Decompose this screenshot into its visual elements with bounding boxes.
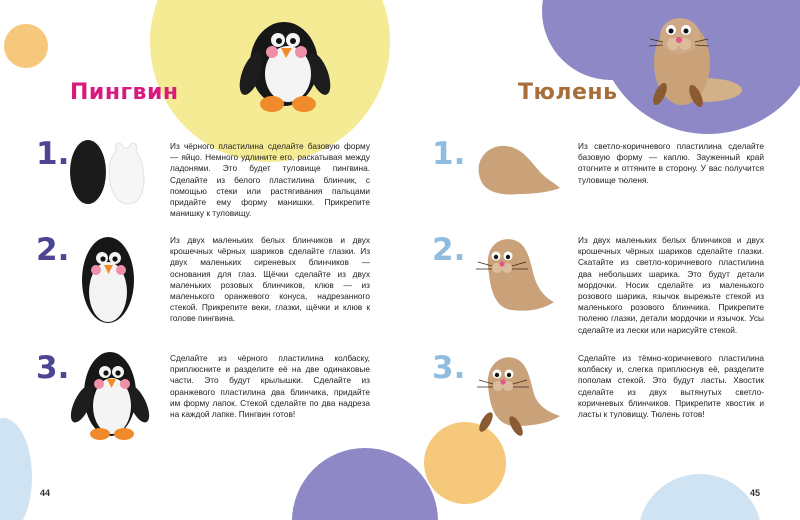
seal-step-1-text: Из светло-коричневого пластилина сделайте базовую форму — каплю. Зауженный край отогните и оттяните в сторону. У вас получится туловище тюленя. bbox=[578, 141, 764, 185]
seal-step-2-number: 2. bbox=[432, 232, 466, 268]
seal-step-2-photo bbox=[470, 232, 556, 316]
seal-step-1-number: 1. bbox=[432, 136, 466, 172]
penguin-step-1-photo bbox=[70, 138, 150, 206]
seal-step-3-text: Сделайте из тёмно-коричневого пластилина колбаску и, слегка приплюснув её, разделите пополам стекой. Это будут ласты. Хвостик сделайте из двух вытянутых светло-коричневых блинчиков. Прикрепите хвостик и ласты к туловищу. Тюлень готов! bbox=[578, 353, 764, 420]
seal-hero-illustration bbox=[642, 8, 746, 112]
penguin-step-2-text: Из двух маленьких белых блинчиков и двух крошечных чёрных шариков сделайте глазки. Из двух маленьких сиреневых блинчиков — основания для глаз. Щёчки сделайте из двух маленьких розовых блинчиков, клюв — из маленького оранжевого конуса, надрезанного стекой. Прикрепите веки, глазки, щёчки и клюв к голове пингвина. bbox=[170, 235, 370, 324]
penguin-step-3-number: 3. bbox=[36, 350, 70, 386]
seal-step-3-number: 3. bbox=[432, 350, 466, 386]
decor-circle-orange-top-left bbox=[4, 24, 48, 68]
penguin-step-2-number: 2. bbox=[36, 232, 70, 268]
seal-step-2-text: Из двух маленьких белых блинчиков и двух крошечных чёрных шариков сделайте глазки. Скатайте из светло-коричневого пластилина два небольших шарика. Это будут детали мордочки. Носик сделайте из маленького розового шарика, язычок вырежьте стекой из маленького розового блинчика. Прикрепите тюленю глазки, детали мордочки и язычок. Усы сделайте из лески или нарисуйте стекой. bbox=[578, 235, 764, 335]
seal-page-title: Тюлень bbox=[518, 80, 618, 105]
decor-circle-lavender-bottom bbox=[292, 448, 438, 520]
penguin-step-1-text: Из чёрного пластилина сделайте базовую форму — яйцо. Немного удлините его, раскатывая между ладонями. Это будет туловище пингвина. Сделайте из белого пластилина блинчик, с помощью стеки или растягивания пальцами придайте ему форму манишки. Прикрепите манишку к туловищу. bbox=[170, 141, 370, 219]
left-page-number: 44 bbox=[40, 488, 51, 498]
penguin-page-title: Пингвин bbox=[70, 80, 179, 105]
penguin-step-3-photo bbox=[68, 346, 152, 442]
right-page-number: 45 bbox=[749, 488, 760, 498]
penguin-step-2-photo bbox=[80, 232, 136, 324]
decor-circle-lightblue-bottom-right bbox=[638, 474, 762, 520]
seal-step-1-photo bbox=[470, 140, 562, 200]
decor-circle-lightblue-left bbox=[0, 418, 32, 520]
penguin-step-1-number: 1. bbox=[36, 136, 70, 172]
seal-step-3-photo bbox=[470, 350, 562, 440]
penguin-step-3-text: Сделайте из чёрного пластилина колбаску, приплюсните и разделите её на две одинаковые части. Это будут крылышки. Сделайте из оранжевого пластилина два блинчика, придайте им форму лапок. Стекой сделайте по два надреза на каждой лапке. Пингвин готов! bbox=[170, 353, 370, 420]
penguin-hero-illustration bbox=[238, 8, 336, 116]
